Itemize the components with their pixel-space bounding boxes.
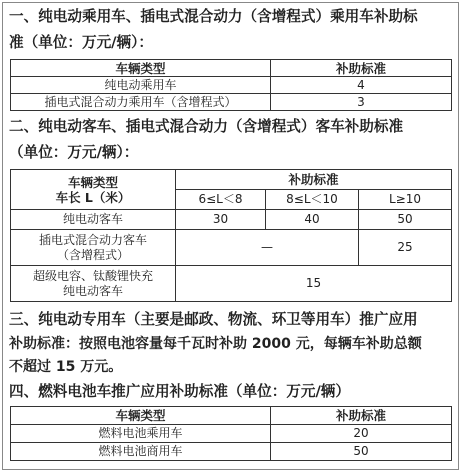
table-row bbox=[11, 77, 452, 94]
section1-title-line2: 准（单位：万元/辆）： bbox=[9, 34, 153, 51]
row-vehicle-type bbox=[11, 266, 176, 302]
section3-text-line2: 不超过 15 万元。 bbox=[9, 359, 123, 375]
row-vehicle-type: 插电式混合动力乘用车（含增程式） bbox=[11, 94, 271, 111]
row-vehicle-type: 纯电动乘用车 bbox=[11, 77, 271, 94]
row-vehicle-type-line2: 纯电动客车 bbox=[62, 283, 123, 298]
section2-title-line1: 二、纯电动客车、插电式混合动力（含增程式）客车补助标准 bbox=[9, 118, 404, 135]
header-length-range: L≥10 bbox=[359, 190, 452, 210]
header-vehicle-type bbox=[11, 170, 176, 210]
row-vehicle-type-line1: 插电式混合动力客车 bbox=[38, 232, 147, 247]
row-subsidy-value: 3 bbox=[271, 94, 452, 111]
section4-table bbox=[10, 406, 452, 461]
row-vehicle-type bbox=[11, 230, 176, 266]
row-vehicle-type: 燃料电池商用车 bbox=[11, 443, 271, 461]
row-subsidy-value: 25 bbox=[359, 230, 452, 266]
row-subsidy-value: 50 bbox=[271, 443, 452, 461]
section1-table bbox=[10, 59, 452, 111]
table-header-row bbox=[11, 407, 452, 425]
row-subsidy-value: 20 bbox=[271, 425, 452, 443]
row-subsidy-value: 4 bbox=[271, 77, 452, 94]
header-vehicle-length: 车长 L（米） bbox=[55, 189, 131, 205]
row-vehicle-type-line2: （含增程式） bbox=[56, 247, 129, 262]
section3-text-line1: 补助标准：按照电池容量每千瓦时补助 2000 元，每辆车补助总额 bbox=[9, 336, 422, 352]
row-vehicle-type: 燃料电池乘用车 bbox=[11, 425, 271, 443]
header-vehicle-type: 车辆类型 bbox=[11, 60, 271, 77]
section1-title-line1: 一、纯电动乘用车、插电式混合动力（含增程式）乘用车补助标 bbox=[9, 8, 418, 25]
section3-title: 三、纯电动专用车（主要是邮政、物流、环卫等用车）推广应用 bbox=[9, 311, 418, 328]
header-length-range: 6≤L＜8 bbox=[176, 190, 266, 210]
section2-table bbox=[10, 169, 452, 302]
header-subsidy-standard: 补助标准 bbox=[271, 407, 452, 425]
header-vehicle-type: 车辆类型 bbox=[11, 407, 271, 425]
row-merged-dash: — bbox=[176, 230, 359, 266]
header-subsidy-standard: 补助标准 bbox=[271, 60, 452, 77]
table-row bbox=[11, 443, 452, 461]
table-row bbox=[11, 266, 452, 302]
table-header-row bbox=[11, 170, 452, 190]
header-subsidy-standard: 补助标准 bbox=[176, 170, 452, 190]
table-row bbox=[11, 94, 452, 111]
row-vehicle-type: 纯电动客车 bbox=[11, 210, 176, 230]
table-row bbox=[11, 210, 452, 230]
section4-title: 四、燃料电池车推广应用补助标准（单位：万元/辆） bbox=[9, 383, 350, 400]
row-subsidy-value: 15 bbox=[176, 266, 452, 302]
row-subsidy-value: 30 bbox=[176, 210, 266, 230]
table-row bbox=[11, 425, 452, 443]
header-vehicle-type-line1: 车辆类型 bbox=[67, 174, 118, 190]
section2-title-line2: （单位：万元/辆）： bbox=[9, 144, 139, 161]
row-vehicle-type-line1: 超级电容、钛酸锂快充 bbox=[32, 268, 153, 283]
row-subsidy-value: 50 bbox=[359, 210, 452, 230]
row-subsidy-value: 40 bbox=[266, 210, 359, 230]
table-header-row bbox=[11, 60, 452, 77]
header-length-range: 8≤L＜10 bbox=[266, 190, 359, 210]
table-row bbox=[11, 230, 452, 266]
